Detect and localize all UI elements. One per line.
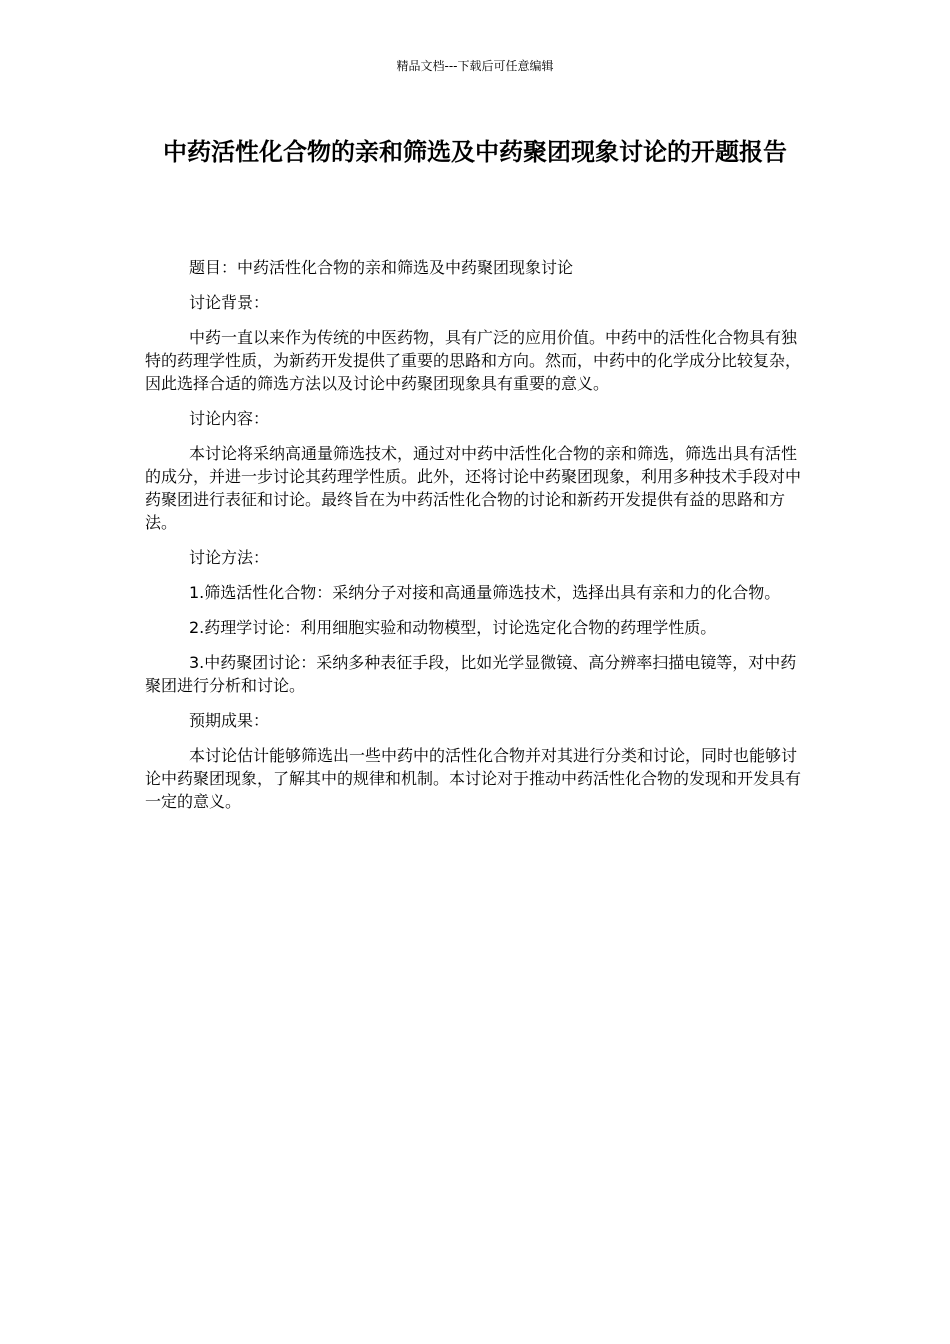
method-heading: 讨论方法： — [189, 548, 270, 567]
method-item-3: 3.中药聚团讨论：采纳多种表征手段，比如光学显微镜、高分辨率扫描电镜等，对中药聚团进行分析和讨论。 — [145, 653, 797, 695]
page-header-note: 精品文档---下载后可任意编辑 — [396, 59, 554, 73]
method-item-2: 2.药理学讨论：利用细胞实验和动物模型，讨论选定化合物的药理学性质。 — [189, 618, 717, 637]
background-heading: 讨论背景： — [189, 293, 270, 312]
topic-line: 题目：中药活性化合物的亲和筛选及中药聚团现象讨论 — [189, 258, 574, 277]
content-paragraph: 本讨论将采纳高通量筛选技术，通过对中药中活性化合物的亲和筛选，筛选出具有活性的成分，并进一步讨论其药理学性质。此外，还将讨论中药聚团现象，利用多种技术手段对中药聚团进行表征和讨论。最终旨在为中药活性化合物的讨论和新药开发提供有益的思路和方法。 — [145, 444, 802, 532]
background-paragraph: 中药一直以来作为传统的中医药物，具有广泛的应用价值。中药中的活性化合物具有独特的药理学性质，为新药开发提供了重要的思路和方向。然而，中药中的化学成分比较复杂，因此选择合适的筛选方法以及讨论中药聚团现象具有重要的意义。 — [145, 328, 802, 393]
document-body — [145, 256, 805, 825]
content-heading: 讨论内容： — [189, 409, 270, 428]
outcome-heading: 预期成果： — [189, 711, 270, 730]
document-title: 中药活性化合物的亲和筛选及中药聚团现象讨论的开题报告 — [163, 138, 787, 166]
method-item-1: 1.筛选活性化合物：采纳分子对接和高通量筛选技术，选择出具有亲和力的化合物。 — [189, 583, 781, 602]
outcome-paragraph: 本讨论估计能够筛选出一些中药中的活性化合物并对其进行分类和讨论，同时也能够讨论中药聚团现象，了解其中的规律和机制。本讨论对于推动中药活性化合物的发现和开发具有一定的意义。 — [145, 746, 802, 811]
